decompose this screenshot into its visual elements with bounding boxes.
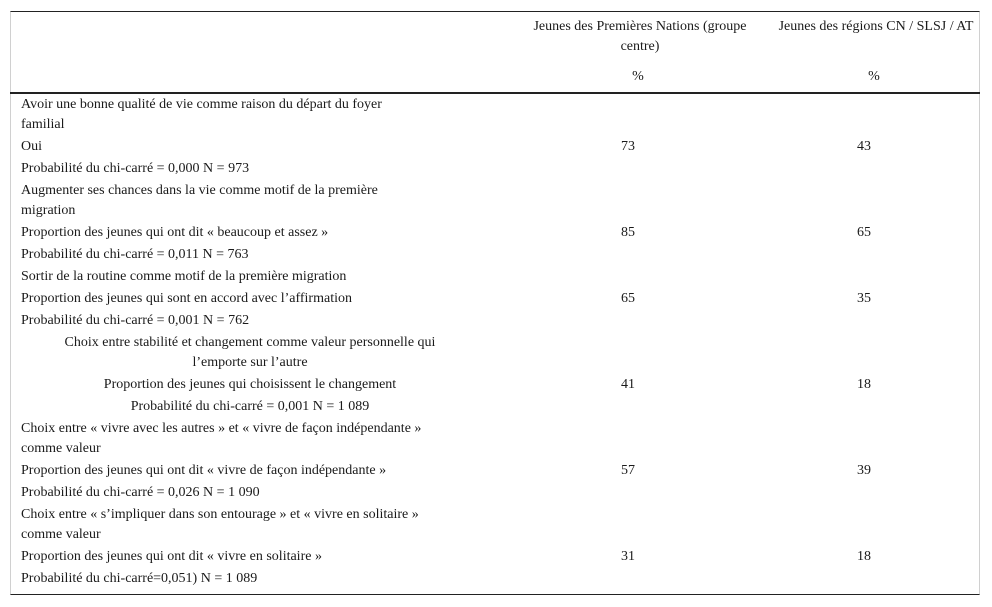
row-probability: Probabilité du chi-carré=0,051) N = 1 089 [21,571,258,586]
value-regions: 35 [857,291,871,306]
row-probability: Probabilité du chi-carré = 0,001 N = 762 [21,313,250,328]
value-first-nations: 85 [621,225,635,240]
row-label: Proportion des jeunes qui choisissent le changement [103,377,397,392]
row-title: Sortir de la routine comme motif de la première migration [21,269,347,284]
row-title: Augmenter ses chances dans la vie comme motif de la première [21,183,378,198]
row-title: Choix entre stabilité et changement comme valeur personnelle qui [64,335,436,350]
value-regions: 43 [857,139,871,154]
row-title: Choix entre « s’impliquer dans son entourage » et « vivre en solitaire » [21,507,419,522]
column-header-regions: Jeunes des régions CN / SLSJ / AT [778,19,974,34]
row-label: Proportion des jeunes qui ont dit « beaucoup et assez » [21,225,329,240]
row-probability: Probabilité du chi-carré = 0,026 N = 1 090 [21,485,260,500]
row-probability: Probabilité du chi-carré = 0,001 N = 1 089 [130,399,370,414]
header-divider [10,92,980,94]
value-first-nations: 41 [621,377,635,392]
value-regions: 39 [857,463,871,478]
row-title: comme valeur [21,441,101,456]
row-title: Choix entre « vivre avec les autres » et « vivre de façon indépendante » [21,421,422,436]
row-label: Proportion des jeunes qui ont dit « vivre en solitaire » [21,549,322,564]
row-title: migration [21,203,76,218]
column-unit-regions: % [868,69,880,84]
row-title: familial [21,117,65,132]
row-title: l’emporte sur l’autre [192,355,308,370]
column-unit-first-nations: % [632,69,644,84]
value-first-nations: 57 [621,463,635,478]
value-regions: 65 [857,225,871,240]
row-label: Proportion des jeunes qui sont en accord avec l’affirmation [21,291,352,306]
row-probability: Probabilité du chi-carré = 0,011 N = 763 [21,247,249,262]
row-label: Proportion des jeunes qui ont dit « vivre de façon indépendante » [21,463,387,478]
value-regions: 18 [857,549,871,564]
row-title: comme valeur [21,527,101,542]
row-label: Oui [21,139,42,154]
row-probability: Probabilité du chi-carré = 0,000 N = 973 [21,161,250,176]
value-first-nations: 73 [621,139,635,154]
value-first-nations: 65 [621,291,635,306]
value-first-nations: 31 [621,549,635,564]
column-header-first-nations: Jeunes des Premières Nations (groupe centre) [533,19,747,54]
value-regions: 18 [857,377,871,392]
row-title: Avoir une bonne qualité de vie comme raison du départ du foyer [21,97,382,112]
